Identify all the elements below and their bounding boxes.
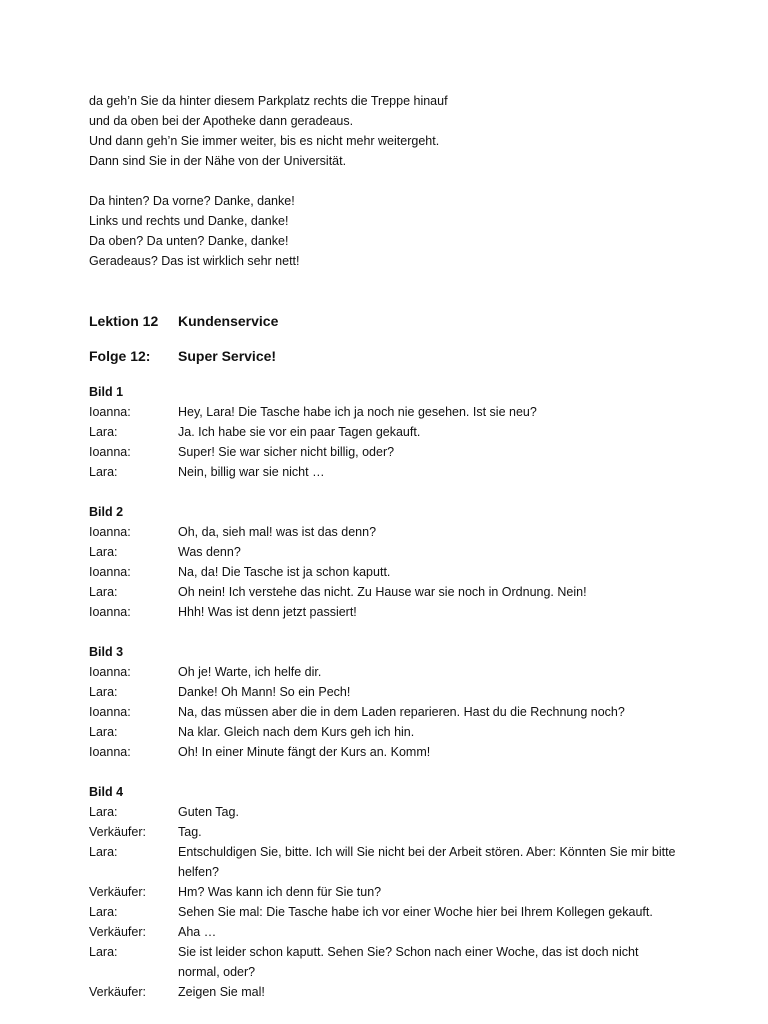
song-paragraph	[89, 191, 300, 271]
speaker: Lara:	[89, 845, 118, 859]
song-line: Da hinten? Da vorne? Danke, danke!	[89, 194, 295, 208]
utterance: Sehen Sie mal: Die Tasche habe ich vor einer Woche hier bei Ihrem Kollegen gekauft.	[178, 905, 653, 919]
speaker: Lara:	[89, 905, 118, 919]
utterance: Super! Sie war sicher nicht billig, oder?	[178, 445, 395, 459]
speaker: Ioanna:	[89, 605, 131, 619]
speaker: Lara:	[89, 585, 118, 599]
song-line: Links und rechts und Danke, danke!	[89, 214, 289, 228]
scene-title: Bild 3	[89, 645, 124, 659]
folge-title: Super Service!	[178, 348, 277, 364]
song-line: Geradeaus? Das ist wirklich sehr nett!	[89, 254, 300, 268]
song-line: Da oben? Da unten? Danke, danke!	[89, 234, 289, 248]
speaker: Ioanna:	[89, 405, 131, 419]
speaker: Verkäufer:	[89, 825, 146, 839]
lektion-label: Lektion 12	[89, 313, 159, 329]
utterance: Hm? Was kann ich denn für Sie tun?	[178, 885, 382, 899]
scene-title: Bild 2	[89, 505, 124, 519]
speaker: Verkäufer:	[89, 985, 146, 999]
speaker: Ioanna:	[89, 745, 131, 759]
intro-paragraph	[89, 91, 448, 171]
utterance: Hey, Lara! Die Tasche habe ich ja noch nie gesehen. Ist sie neu?	[178, 405, 537, 419]
speaker: Lara:	[89, 465, 118, 479]
speaker: Lara:	[89, 545, 118, 559]
intro-line: da geh’n Sie da hinter diesem Parkplatz rechts die Treppe hinauf	[89, 94, 448, 108]
speaker: Lara:	[89, 945, 118, 959]
utterance: Na, das müssen aber die in dem Laden reparieren. Hast du die Rechnung noch?	[178, 705, 625, 719]
utterance: Oh nein! Ich verstehe das nicht. Zu Hause war sie noch in Ordnung. Nein!	[178, 585, 587, 599]
folge-heading	[89, 348, 277, 364]
speaker: Ioanna:	[89, 525, 131, 539]
utterance: Oh! In einer Minute fängt der Kurs an. Komm!	[178, 745, 431, 759]
folge-label: Folge 12:	[89, 348, 151, 364]
utterance: Oh je! Warte, ich helfe dir.	[178, 665, 322, 679]
utterance: Aha …	[178, 925, 217, 939]
speaker: Lara:	[89, 805, 118, 819]
intro-line: Dann sind Sie in der Nähe von der Universität.	[89, 154, 347, 168]
speaker: Ioanna:	[89, 565, 131, 579]
utterance: Zeigen Sie mal!	[178, 985, 265, 999]
utterance: Was denn?	[178, 545, 241, 559]
utterance: Nein, billig war sie nicht …	[178, 465, 325, 479]
speaker: Lara:	[89, 685, 118, 699]
utterance: Guten Tag.	[178, 805, 239, 819]
utterance: Ja. Ich habe sie vor ein paar Tagen gekauft.	[178, 425, 421, 439]
utterance: Na klar. Gleich nach dem Kurs geh ich hin.	[178, 725, 415, 739]
scene-title: Bild 1	[89, 385, 124, 399]
utterance: Sie ist leider schon kaputt. Sehen Sie? Schon nach einer Woche, das ist doch nicht normal, oder?	[178, 945, 639, 979]
utterance: Danke! Oh Mann! So ein Pech!	[178, 685, 351, 699]
utterance: Oh, da, sieh mal! was ist das denn?	[178, 525, 377, 539]
utterance: Hhh! Was ist denn jetzt passiert!	[178, 605, 357, 619]
utterance: Entschuldigen Sie, bitte. Ich will Sie nicht bei der Arbeit stören. Aber: Könnten Sie mir bitte helfen?	[178, 845, 676, 879]
speaker: Verkäufer:	[89, 925, 146, 939]
speaker: Ioanna:	[89, 445, 131, 459]
lektion-heading	[89, 313, 279, 329]
intro-line: und da oben bei der Apotheke dann geradeaus.	[89, 114, 354, 128]
utterance: Na, da! Die Tasche ist ja schon kaputt.	[178, 565, 391, 579]
speaker: Lara:	[89, 425, 118, 439]
lektion-title: Kundenservice	[178, 313, 279, 329]
intro-line: Und dann geh’n Sie immer weiter, bis es nicht mehr weitergeht.	[89, 134, 440, 148]
utterance: Tag.	[178, 825, 202, 839]
speaker: Verkäufer:	[89, 885, 146, 899]
speaker: Lara:	[89, 725, 118, 739]
scene-title: Bild 4	[89, 785, 124, 799]
speaker: Ioanna:	[89, 665, 131, 679]
speaker: Ioanna:	[89, 705, 131, 719]
